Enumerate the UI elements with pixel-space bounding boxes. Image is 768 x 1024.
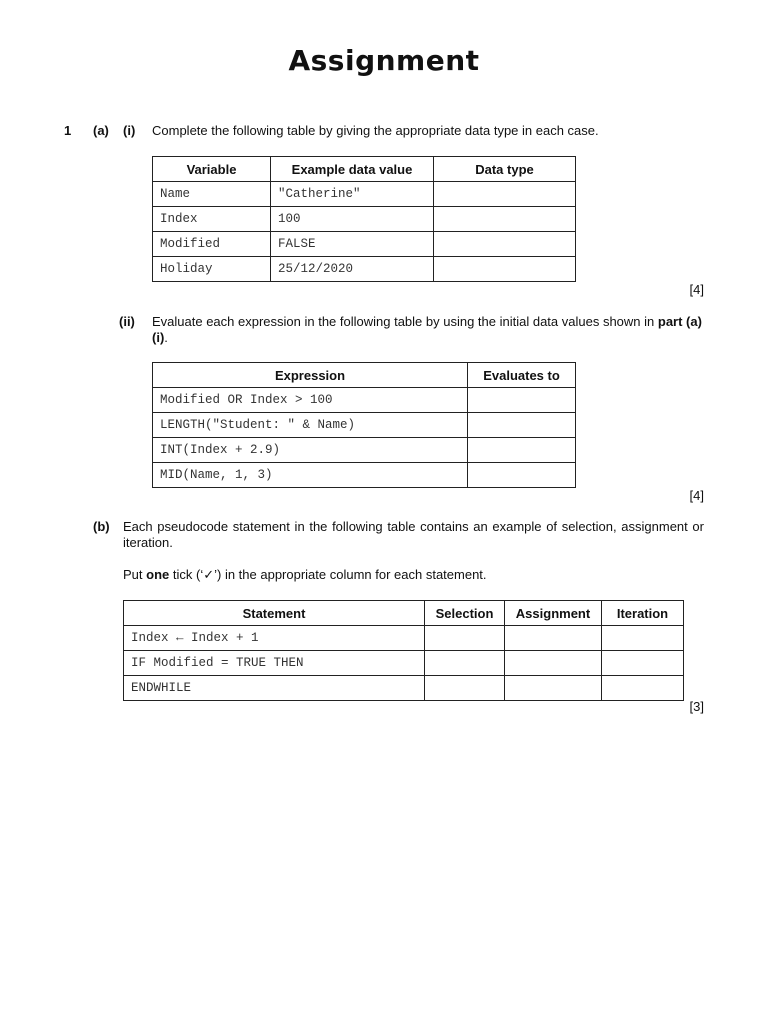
marks-b: [3] [689, 699, 704, 714]
value-cell: 25/12/2020 [271, 257, 434, 282]
assignment-tick-cell[interactable] [505, 676, 602, 701]
table-header-row [124, 601, 684, 626]
part-a-ii-label: (ii) [119, 314, 135, 329]
statement-cell: Index ← Index + 1 [124, 626, 425, 651]
table-row [124, 651, 684, 676]
value-cell: "Catherine" [271, 182, 434, 207]
instruction-reference: part (a)(i) [152, 314, 702, 345]
evaluates-answer-cell[interactable] [468, 413, 576, 438]
marks-a-ii: [4] [689, 488, 704, 503]
expression-table [152, 362, 576, 488]
tick-instruction [123, 567, 487, 583]
statement-cell: ENDWHILE [124, 676, 425, 701]
header-statement: Statement [124, 601, 425, 626]
part-a-label: (a) [93, 123, 109, 138]
selection-tick-cell[interactable] [425, 626, 505, 651]
table-row [153, 232, 576, 257]
variable-cell: Holiday [153, 257, 271, 282]
page-title: Assignment [288, 44, 480, 77]
table-row [153, 413, 576, 438]
table-row [153, 463, 576, 488]
selection-tick-cell[interactable] [425, 651, 505, 676]
iteration-tick-cell[interactable] [602, 651, 684, 676]
header-data-type: Data type [434, 157, 576, 182]
part-a-ii-instruction [152, 314, 704, 346]
table-header-row [153, 363, 576, 388]
iteration-tick-cell[interactable] [602, 676, 684, 701]
variable-cell: Index [153, 207, 271, 232]
tick-text-end: tick (‘✓’) in the appropriate column for each statement. [172, 567, 487, 582]
instruction-end: . [164, 330, 168, 345]
data-type-answer-cell[interactable] [434, 257, 576, 282]
expression-cell: LENGTH("Student: " & Name) [153, 413, 468, 438]
evaluates-answer-cell[interactable] [468, 388, 576, 413]
evaluates-answer-cell[interactable] [468, 438, 576, 463]
part-a-i-label: (i) [123, 123, 136, 138]
table-header-row [153, 157, 576, 182]
table-row [153, 257, 576, 282]
header-selection: Selection [425, 601, 505, 626]
table-row [153, 388, 576, 413]
header-assignment: Assignment [505, 601, 602, 626]
table-row [124, 626, 684, 651]
instruction-text: Evaluate each expression in the following table by using the initial data values shown in [152, 314, 655, 329]
marks-a-i: [4] [689, 282, 704, 297]
data-type-table [152, 156, 576, 282]
tick-emphasis: one [146, 567, 170, 582]
part-b-label: (b) [93, 519, 110, 534]
variable-cell: Modified [153, 232, 271, 257]
header-evaluates-to: Evaluates to [468, 363, 576, 388]
part-b-instruction: Each pseudocode statement in the following table contains an example of selection, assignment or iteration. [123, 519, 704, 550]
statement-cell: IF Modified = TRUE THEN [124, 651, 425, 676]
expression-cell: INT(Index + 2.9) [153, 438, 468, 463]
selection-tick-cell[interactable] [425, 676, 505, 701]
statement-table [123, 600, 684, 701]
header-iteration: Iteration [602, 601, 684, 626]
data-type-answer-cell[interactable] [434, 232, 576, 257]
assignment-tick-cell[interactable] [505, 626, 602, 651]
expression-cell: MID(Name, 1, 3) [153, 463, 468, 488]
table-row [124, 676, 684, 701]
header-example-value: Example data value [271, 157, 434, 182]
header-expression: Expression [153, 363, 468, 388]
variable-cell: Name [153, 182, 271, 207]
question-number: 1 [64, 123, 72, 138]
value-cell: FALSE [271, 232, 434, 257]
data-type-answer-cell[interactable] [434, 182, 576, 207]
table-row [153, 438, 576, 463]
assignment-tick-cell[interactable] [505, 651, 602, 676]
expression-cell: Modified OR Index > 100 [153, 388, 468, 413]
data-type-answer-cell[interactable] [434, 207, 576, 232]
evaluates-answer-cell[interactable] [468, 463, 576, 488]
value-cell: 100 [271, 207, 434, 232]
header-variable: Variable [153, 157, 271, 182]
iteration-tick-cell[interactable] [602, 626, 684, 651]
tick-text: Put [123, 567, 143, 582]
table-row [153, 182, 576, 207]
part-a-i-instruction: Complete the following table by giving the appropriate data type in each case. [152, 123, 599, 138]
table-row [153, 207, 576, 232]
